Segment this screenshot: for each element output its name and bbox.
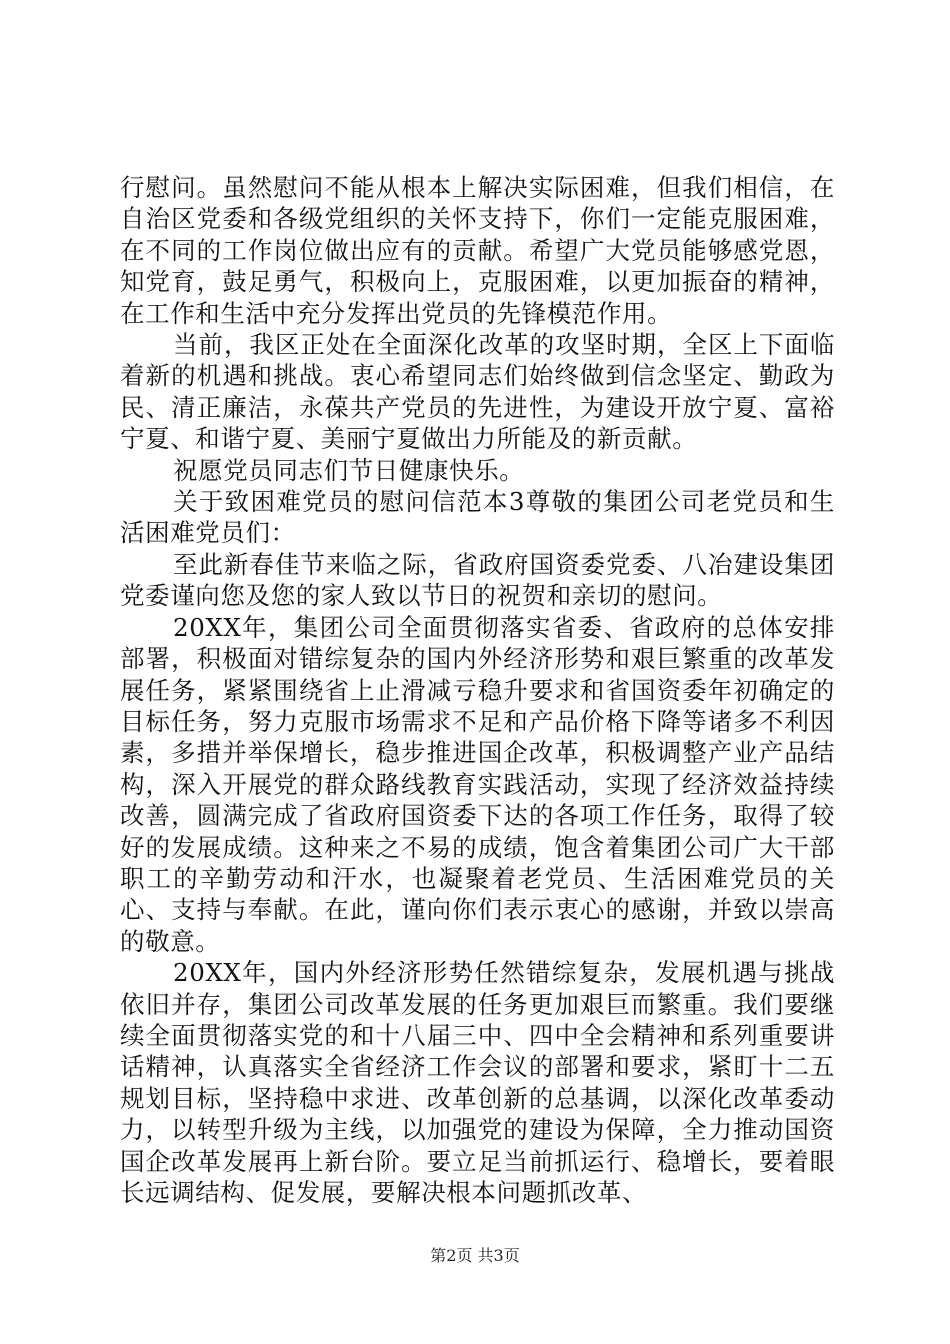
paragraph-4: 关于致困难党员的慰问信范本3尊敬的集团公司老党员和生活困难党员们：	[120, 487, 835, 548]
paragraph-3: 祝愿党员同志们节日健康快乐。	[173, 455, 525, 485]
paragraph-1: 行慰问。虽然慰问不能从根本上解决实际困难，但我们相信，在自治区党委和各级党组织的关怀支持下，你们一定能克服困难，在不同的工作岗位做出应有的贡献。希望广大党员能够感党恩，知党育，鼓足勇气，积极向上，克服困难，以更加振奋的精神，在工作和生活中充分发挥出党员的先锋模范作用。	[120, 173, 835, 328]
paragraph-6: 20XX年，集团公司全面贯彻落实省委、省政府的总体安排部署，积极面对错综复杂的国内外经济形势和艰巨繁重的改革发展任务，紧紧围绕省上止滑减亏稳升要求和省国资委年初确定的目标任务，努力克服市场需求不足和产品价格下降等诸多不利因素，多措并举保增长，稳步推进国企改革，积极调整产业产品结构，深入开展党的群众路线教育实践活动，实现了经济效益持续改善，圆满完成了省政府国资委下达的各项工作任务，取得了较好的发展成绩。这种来之不易的成绩，饱含着集团公司广大干部职工的辛勤劳动和汗水，也凝聚着老党员、生活困难党员的关心、支持与奉献。在此，谨向你们表示衷心的感谢，并致以崇高的敬意。	[120, 612, 835, 956]
paragraph-2: 当前，我区正处在全面深化改革的攻坚时期，全区上下面临着新的机遇和挑战。衷心希望同志们始终做到信念坚定、勤政为民、清正廉洁，永葆共产党员的先进性，为建设开放宁夏、富裕宁夏、和谐宁夏、美丽宁夏做出力所能及的新贡献。	[120, 330, 835, 454]
paragraph-7: 20XX年，国内外经济形势任然错综复杂，发展机遇与挑战依旧并存，集团公司改革发展的任务更加艰巨而繁重。我们要继续全面贯彻落实党的和十八届三中、四中全会精神和系列重要讲话精神，认真落实全省经济工作会议的部署和要求，紧盯十二五规划目标，坚持稳中求进、改革创新的总基调，以深化改革委动力，以转型升级为主线，以加强党的建设为保障，全力推动国资国企改革发展再上新台阶。要立足当前抓运行、稳增长，要着眼长远调结构、促发展，要解决根本问题抓改革、	[120, 958, 835, 1207]
paragraph-5: 至此新春佳节来临之际，省政府国资委党委、八冶建设集团党委谨向您及您的家人致以节日的祝贺和亲切的慰问。	[120, 549, 835, 611]
document-body	[120, 172, 835, 1208]
page-footer: 第2页 共3页	[430, 1246, 520, 1265]
